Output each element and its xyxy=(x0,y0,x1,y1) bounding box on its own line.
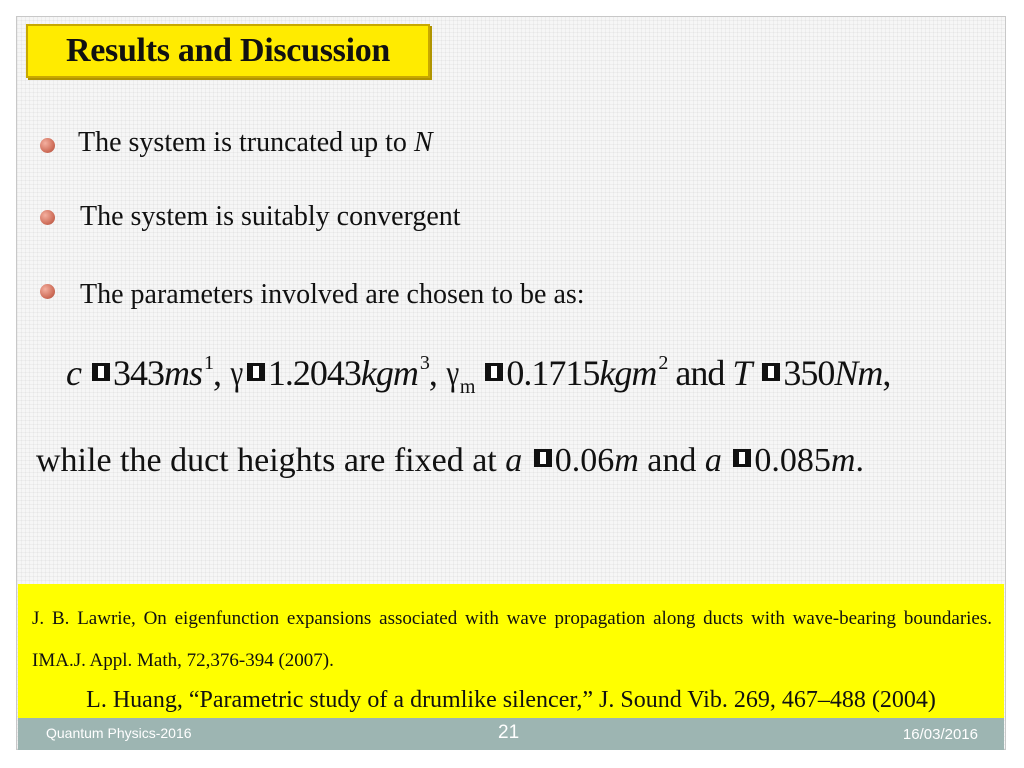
eq-T: T xyxy=(732,353,752,393)
gamma-symbol-icon: γ xyxy=(446,353,459,393)
eq-T-value: 350 xyxy=(783,353,835,393)
footer-date: 16/03/2016 xyxy=(902,726,978,743)
equals-glyph-icon xyxy=(92,363,110,381)
eq-c-exp: 1 xyxy=(204,352,213,374)
duct-height-line xyxy=(36,442,864,480)
eq2-v2: 0.085 xyxy=(754,442,831,479)
eq-c: c xyxy=(66,353,81,393)
bullet-1 xyxy=(78,127,433,159)
equals-glyph-icon xyxy=(247,363,265,381)
eq-gm-exp: 2 xyxy=(658,352,668,374)
eq-c-value: 343 xyxy=(112,353,164,393)
slide-title: Results and Discussion xyxy=(65,32,391,69)
eq2-a1: a xyxy=(505,442,523,479)
footer xyxy=(18,718,1004,750)
equals-glyph-icon xyxy=(762,363,780,381)
eq2-u1: m xyxy=(614,442,639,479)
eq-gm-value: 0.1715 xyxy=(506,353,600,393)
equals-glyph-icon xyxy=(733,449,751,467)
title-box xyxy=(26,24,430,78)
eq2-v1: 0.06 xyxy=(554,442,615,479)
bullet-3-text: The parameters involved are chosen to be as: xyxy=(80,279,585,310)
eq2-and: and xyxy=(647,442,697,479)
page-number: 21 xyxy=(498,722,520,743)
eq-gm-unit: kgm xyxy=(599,353,657,393)
eq-and: and xyxy=(675,353,725,393)
eq-T-unit: Nm xyxy=(834,353,883,393)
bullet-1-var: N xyxy=(413,127,433,158)
bullet-dot-icon xyxy=(40,284,55,299)
eq-rho-exp: 3 xyxy=(419,352,429,374)
eq2-end: . xyxy=(855,442,864,479)
equals-glyph-icon xyxy=(485,363,503,381)
footer-left: Quantum Physics-2016 xyxy=(46,725,192,741)
bullet-1-text: The system is truncated up to xyxy=(78,127,407,158)
eq2-u2: m xyxy=(830,442,856,479)
eq-rho-unit: kgm xyxy=(360,353,418,393)
parameter-equation xyxy=(66,352,890,399)
bullet-dot-icon xyxy=(40,138,55,153)
bullet-3 xyxy=(80,279,585,311)
eq-end: , xyxy=(882,353,891,393)
reference-2: L. Huang, “Parametric study of a drumlike silencer,” J. Sound Vib. 269, 467–488 (2004) xyxy=(18,684,1004,718)
eq-c-unit: ms xyxy=(163,353,202,393)
rho-symbol-icon: γ xyxy=(230,353,243,393)
bullet-2 xyxy=(80,201,461,233)
eq2-a2: a xyxy=(704,442,722,479)
eq2-lead: while the duct heights are fixed at xyxy=(36,442,497,479)
bullet-2-text: The system is suitably convergent xyxy=(80,201,461,232)
equals-glyph-icon xyxy=(534,449,552,467)
eq-sep: , xyxy=(428,353,437,393)
eq-gm-sub: m xyxy=(459,376,475,398)
eq-rho-value: 1.2043 xyxy=(267,353,361,393)
bullet-dot-icon xyxy=(40,210,55,225)
eq-sep: , xyxy=(213,353,221,393)
reference-1: J. B. Lawrie, On eigenfunction expansions associated with wave propagation along ducts with wave-bearing boundaries. IMA.J. Appl. Math, 72,376-394 (2007). xyxy=(32,608,992,671)
